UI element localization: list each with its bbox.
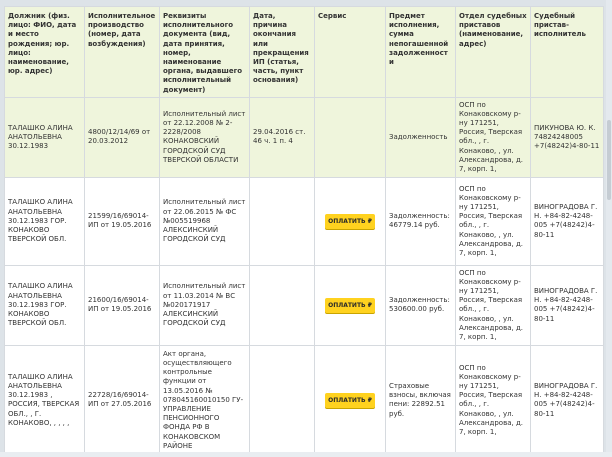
cell-debtor: ТАЛАШКО АЛИНА АНАТОЛЬЕВНА 30.12.1983 , РОССИЯ, ТВЕРСКАЯ ОБЛ., , Г. КОНАКОВО, , , , ,: [5, 345, 85, 455]
cell-end: [250, 177, 315, 265]
header-document: Реквизиты исполнительного документа (вид, дата принятия, номер, наименование органа, выдавшего исполнительный документ): [160, 7, 250, 98]
cell-proceeding: 4800/12/14/69 от 20.03.2012: [85, 97, 160, 177]
cell-department: ОСП по Конаковскому р-ну 171251, Россия, Тверская обл., , г. Конаково, , ул. Александрова, д. 7, корп. 1,: [456, 345, 531, 455]
cell-department: ОСП по Конаковскому р-ну 171251, Россия, Тверская обл., , г. Конаково, , ул. Александрова, д. 7, корп. 1,: [456, 265, 531, 345]
table-row: [5, 265, 604, 345]
cell-proceeding: 22728/16/69014-ИП от 27.05.2016: [85, 345, 160, 455]
table-row: [5, 177, 604, 265]
cell-end: [250, 345, 315, 455]
pay-button[interactable]: ОПЛАТИТЬ ₽: [325, 298, 375, 313]
cell-document: Исполнительный лист от 22.06.2015 № ФС №005519968 АЛЕКСИНСКИЙ ГОРОДСКОЙ СУД: [160, 177, 250, 265]
table-row: [5, 97, 604, 177]
table-row: [5, 345, 604, 455]
header-proceeding: Исполнительное производство (номер, дата возбуждения): [85, 7, 160, 98]
cell-proceeding: 21600/16/69014-ИП от 19.05.2016: [85, 265, 160, 345]
cell-bailiff: ВИНОГРАДОВА Г. Н. +84-82-4248-005 +7(48242)4-80-11: [531, 177, 604, 265]
enforcement-table: [4, 6, 604, 456]
pay-button[interactable]: ОПЛАТИТЬ ₽: [325, 214, 375, 229]
header-subject: Предмет исполнения, сумма непогашенной задолженности: [386, 7, 456, 98]
cell-end: 29.04.2016 ст. 46 ч. 1 п. 4: [250, 97, 315, 177]
vertical-scrollbar[interactable]: [606, 0, 612, 457]
header-row: [5, 7, 604, 98]
header-end: Дата, причина окончания или прекращения ИП (статья, часть, пункт основания): [250, 7, 315, 98]
horizontal-scrollbar[interactable]: [0, 452, 612, 457]
cell-bailiff: ПИКУНОВА Ю. К. 74824248005 +7(48242)4-80-11: [531, 97, 604, 177]
cell-debtor: ТАЛАШКО АЛИНА АНАТОЛЬЕВНА 30.12.1983 ГОР. КОНАКОВО ТВЕРСКОЙ ОБЛ.: [5, 265, 85, 345]
cell-debtor: ТАЛАШКО АЛИНА АНАТОЛЬЕВНА 30.12.1983: [5, 97, 85, 177]
cell-subject: Задолженность: 46779.14 руб.: [386, 177, 456, 265]
cell-department: ОСП по Конаковскому р-ну 171251, Россия, Тверская обл., , г. Конаково, , ул. Александрова, д. 7, корп. 1,: [456, 177, 531, 265]
cell-end: [250, 265, 315, 345]
pay-button[interactable]: ОПЛАТИТЬ ₽: [325, 393, 375, 408]
header-department: Отдел судебных приставов (наименование, адрес): [456, 7, 531, 98]
cell-document: Исполнительный лист от 22.12.2008 № 2-2228/2008 КОНАКОВСКИЙ ГОРОДСКОЙ СУД ТВЕРСКОЙ ОБЛАСТИ: [160, 97, 250, 177]
header-bailiff: Судебный пристав-исполнитель: [531, 7, 604, 98]
cell-document: Исполнительный лист от 11.03.2014 № ВС №020171917 АЛЕКСИНСКИЙ ГОРОДСКОЙ СУД: [160, 265, 250, 345]
cell-service: [315, 265, 386, 345]
cell-bailiff: ВИНОГРАДОВА Г. Н. +84-82-4248-005 +7(48242)4-80-11: [531, 345, 604, 455]
cell-subject: Задолженность: 530600.00 руб.: [386, 265, 456, 345]
header-service: Сервис: [315, 7, 386, 98]
cell-service: [315, 97, 386, 177]
header-debtor: Должник (физ. лицо: ФИО, дата и место рождения; юр. лицо: наименование, юр. адрес): [5, 7, 85, 98]
cell-document: Акт органа, осуществляющего контрольные функции от 13.05.2016 № 07804516001015​0 ГУ- УПРАВЛЕНИЕ ПЕНСИОННОГО ФОНДА РФ В КОНАКОВСКОМ РАЙОНЕ: [160, 345, 250, 455]
cell-proceeding: 21599/16/69014-ИП от 19.05.2016: [85, 177, 160, 265]
cell-bailiff: ВИНОГРАДОВА Г. Н. +84-82-4248-005 +7(48242)4-80-11: [531, 265, 604, 345]
cell-service: [315, 177, 386, 265]
cell-subject: Задолженность: [386, 97, 456, 177]
cell-debtor: ТАЛАШКО АЛИНА АНАТОЛЬЕВНА 30.12.1983 ГОР. КОНАКОВО ТВЕРСКОЙ ОБЛ.: [5, 177, 85, 265]
cell-service: [315, 345, 386, 455]
scrollbar-thumb[interactable]: [607, 120, 611, 200]
cell-department: ОСП по Конаковскому р-ну 171251, Россия, Тверская обл., , г. Конаково, , ул. Александрова, д. 7, корп. 1,: [456, 97, 531, 177]
cell-subject: Страховые взносы, включая пени: 22892.51 руб.: [386, 345, 456, 455]
